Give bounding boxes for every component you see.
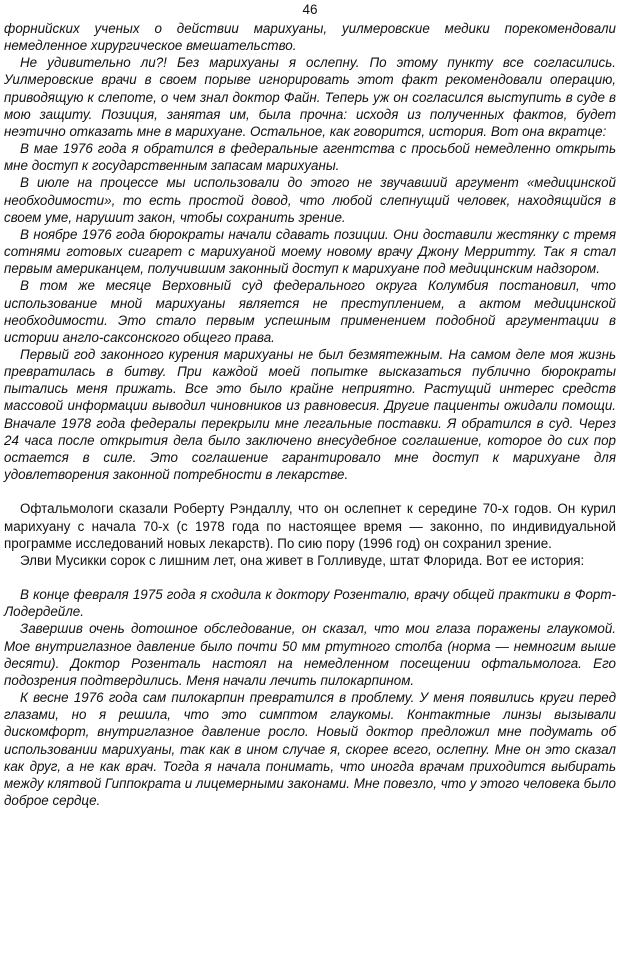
paragraph: Элви Мусикки сорок с лишним лет, она живет в Голливуде, штат Флорида. Вот ее история: (20, 552, 585, 568)
paragraph: В конце февраля 1975 года я сходила к доктору Розенталю, врачу общей практики в Форт-Лодердейле. (4, 587, 616, 620)
paragraph: Первый год законного курения марихуаны не был безмятежным. На самом деле моя жизнь превратилась в битву. При каждой моей попытке высказаться публично бюрократы пытались меня прижать. Все это было крайне неприятно. Растущий интерес средств массовой информации выводил чиновников из равновесия. Другие пациенты ожидали помощи. Вначале 1978 года федералы перекрыли мне легальные поставки. Я обратился в суд. Через 24 часа после открытия дела было заключено внесудебное соглашение, которое до сих пор остается в силе. Это соглашение гарантировало мне доступ к марихуане для удовлетворения законной потребности в лекарстве. (4, 346, 616, 483)
paragraph: форнийских ученых о действии марихуаны, уилмеровские медики порекомендовали немедленное хирургическое вмешательство. (4, 21, 616, 54)
paragraph: Завершив очень дотошное обследование, он сказал, что мои глаза поражены глаукомой. Мое внутриглазное давление было почти 50 мм ртутного столба (норма — немногим выше десяти). Доктор Розенталь настоял на немедленном посещении офтальмолога. Его подозрения подтвердились. Меня начали лечить пилокарпином. (4, 621, 616, 688)
paragraph: В том же месяце Верховный суд федерального округа Колумбия постановил, что использование мной марихуаны является не преступлением, а актом медицинской необходимости. Это стало первым успешным применением подобной аргументации в истории англо-саксонского общего права. (4, 278, 616, 345)
paragraph-spacer (4, 483, 616, 500)
page-body (4, 20, 616, 809)
paragraph: Офтальмологи сказали Роберту Рэндаллу, что он ослепнет к середине 70-х годов. Он курил марихуану с начала 70-х (с 1978 года по настоящее время — законно, по индивидуальной программе исследований новых лекарств). По сию пору (1996 год) он сохранил зрение. (4, 501, 616, 551)
paragraph: К весне 1976 года сам пилокарпин превратился в проблему. У меня появились круги перед глазами, но я решила, что это симптом глаукомы. Контактные линзы вызывали дискомфорт, внутриглазное давление росло. Новый доктор предложил мне подумать об использовании марихуаны, так как в ином случае я, скорее всего, ослепну. Мне он это сказал как друг, а не как врач. Тогда я начала понимать, что иногда врачам приходится выбирать между клятвой Гиппократа и лицемерными законами. Мне повезло, что у этого человека было доброе сердце. (4, 690, 616, 808)
paragraph: В мае 1976 года я обратился в федеральные агентства с просьбой немедленно открыть мне доступ к государственным запасам марихуаны. (4, 141, 616, 174)
page-number: 46 (302, 2, 318, 17)
paragraph: Не удивительно ли?! Без марихуаны я ослепну. По этому пункту все согласились. Уилмеровские врачи в своем порыве игнорировать этот факт рекомендовали операцию, приводящую к слепоте, о чем знал доктор Файн. Теперь уж он согласился выступить в суде в мою защиту. Позиция, занятая им, была прочна: исходя из полученных фактов, будет неэтично отказать мне в марихуане. Остальное, как говорится, история. Вот она вкратце: (4, 55, 616, 139)
paragraph: В ноябре 1976 года бюрократы начали сдавать позиции. Они доставили жестянку с тремя сотнями готовых сигарет с марихуаной моему новому врачу Джону Мерритту. Так я стал первым американцем, получившим законный доступ к марихуане под медицинским надзором. (4, 226, 616, 277)
paragraph-spacer (4, 569, 616, 586)
paragraph: В июле на процессе мы использовали до этого не звучавший аргумент «медицинской необходимости», то есть простой довод, что любой слепнущий человек, находящийся в своем уме, нарушит закон, чтобы сохранить зрение. (4, 175, 616, 225)
